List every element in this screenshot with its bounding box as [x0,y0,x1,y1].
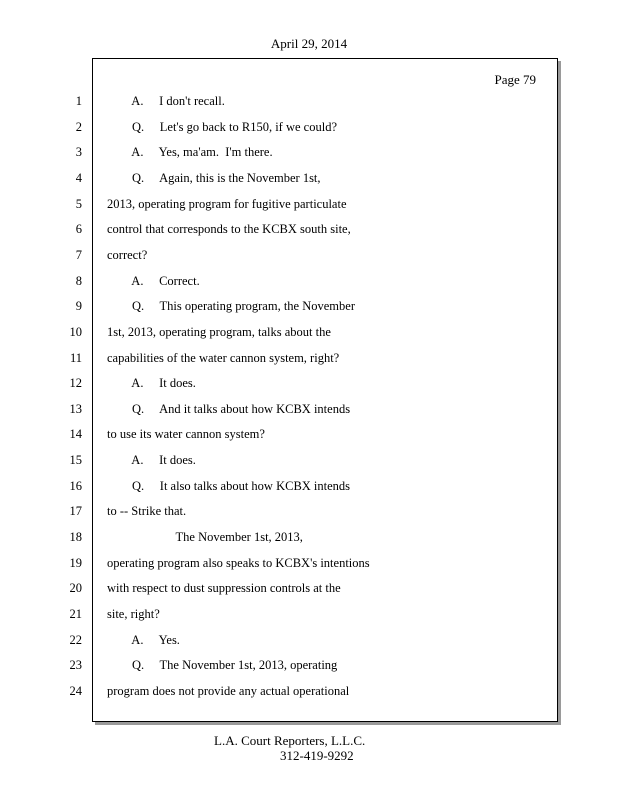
line-number: 10 [69,325,82,339]
line-text: program does not provide any actual operational [107,684,350,698]
line-number: 21 [69,607,82,621]
line-number: 2 [75,120,82,134]
line-number: 12 [69,376,82,390]
line-text: The November 1st, 2013, [107,530,303,544]
line-number: 24 [69,684,82,698]
line-text: to -- Strike that. [107,504,187,518]
line-text: A. Yes, ma'am. I'm there. [107,145,273,159]
line-text: Q. Again, this is the November 1st, [107,171,321,185]
line-number: 6 [75,222,82,236]
line-number: 8 [75,274,82,288]
line-text: A. Yes. [107,633,180,647]
line-number: 3 [75,145,82,159]
line-number: 19 [69,556,82,570]
line-number: 16 [69,479,82,493]
line-number: 11 [69,351,82,365]
line-text: control that corresponds to the KCBX south site, [107,222,351,236]
line-text: 1st, 2013, operating program, talks about the [107,325,331,339]
line-number: 23 [69,658,82,672]
line-text: operating program also speaks to KCBX's intentions [107,556,370,570]
line-number: 1 [75,94,82,108]
footer-company-name: L.A. Court Reporters, L.L.C. [214,733,366,748]
line-text: to use its water cannon system? [107,427,265,441]
line-text: Q. And it talks about how KCBX intends [107,402,351,416]
line-number: 5 [75,197,82,211]
line-number: 17 [69,504,82,518]
line-text: site, right? [107,607,160,621]
line-text: 2013, operating program for fugitive particulate [107,197,347,211]
line-number: 7 [75,248,82,262]
line-number: 14 [69,427,82,441]
page-number: Page 79 [494,72,536,87]
line-text: Q. Let's go back to R150, if we could? [107,120,337,134]
line-number: 22 [69,633,82,647]
line-number: 13 [69,402,82,416]
line-number: 4 [75,171,82,185]
footer-phone-number: 312-419-9292 [280,748,354,763]
line-number: 15 [69,453,82,467]
line-text: A. It does. [107,376,196,390]
line-text: with respect to dust suppression controls at the [107,581,341,595]
line-text: capabilities of the water cannon system, right? [107,351,340,365]
line-text: Q. The November 1st, 2013, operating [107,658,338,672]
line-text: correct? [107,248,148,262]
line-number: 9 [75,299,82,313]
line-text: Q. This operating program, the November [107,299,355,313]
line-text: A. I don't recall. [107,94,225,108]
transcript-date: April 29, 2014 [270,36,348,51]
line-text: Q. It also talks about how KCBX intends [107,479,351,493]
line-number: 18 [69,530,82,544]
line-text: A. It does. [107,453,196,467]
line-text: A. Correct. [107,274,200,288]
line-number: 20 [69,581,82,595]
